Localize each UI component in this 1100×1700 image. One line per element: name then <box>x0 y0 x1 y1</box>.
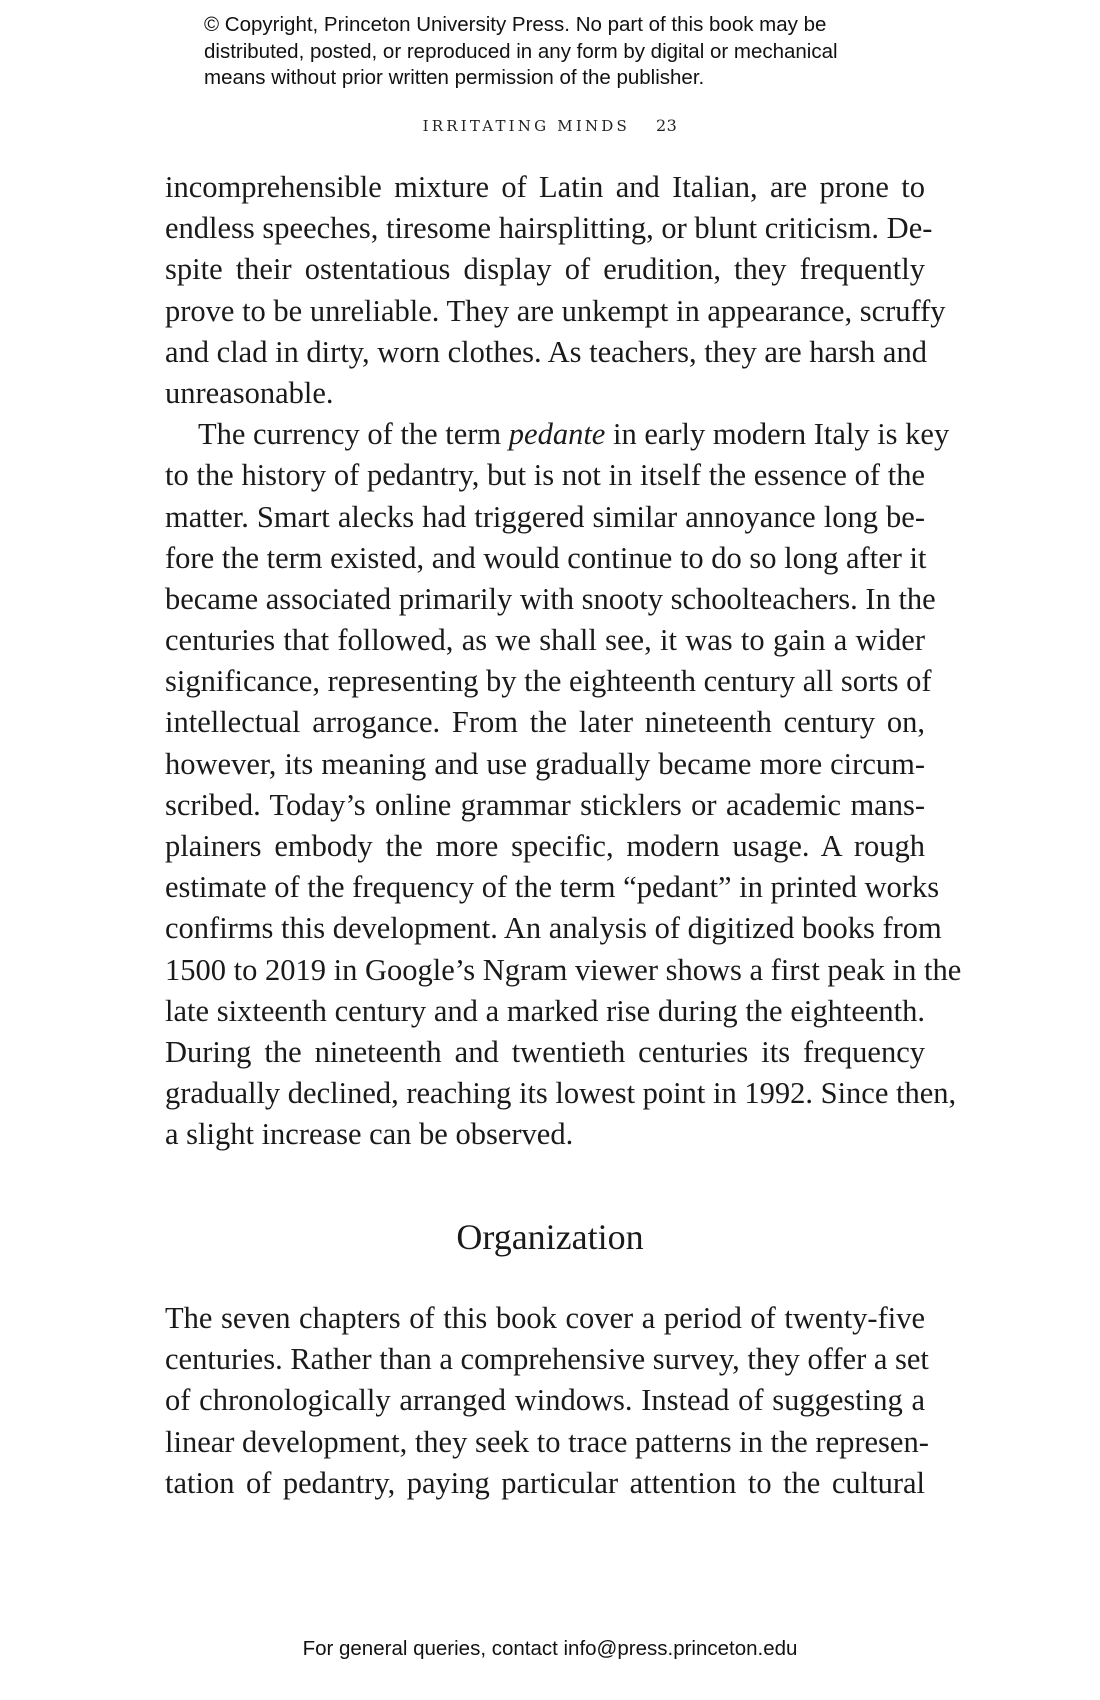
text-line: significance, representing by the eighteenth century all sorts of <box>165 664 932 699</box>
text-line: During the nineteenth and twentieth centuries its frequency <box>165 1034 925 1069</box>
italic-term: pedante <box>508 417 606 452</box>
text-line: to the history of pedantry, but is not in itself the essence of the <box>165 458 925 493</box>
text-line: tation of pedantry, paying particular attention to the cultural <box>165 1465 925 1500</box>
copyright-line: distributed, posted, or reproduced in any form by digital or mechanical <box>204 39 838 63</box>
text-line: a slight increase can be observed. <box>165 1117 574 1152</box>
text-line: prove to be unreliable. They are unkempt in appearance, scruffy <box>165 293 946 328</box>
text-line: and clad in dirty, worn clothes. As teachers, they are harsh and <box>165 334 927 369</box>
text-line: gradually declined, reaching its lowest point in 1992. Since then, <box>165 1076 957 1111</box>
text-line: fore the term existed, and would continue to do so long after it <box>165 540 927 575</box>
text-line: plainers embody the more specific, modern usage. A rough <box>165 829 925 863</box>
copyright-notice <box>204 12 924 92</box>
text-line: became associated primarily with snooty schoolteachers. In the <box>165 581 936 616</box>
text-line: spite their ostentatious display of erudition, they frequently <box>165 252 925 287</box>
body-text <box>165 167 962 1156</box>
text-line: scribed. Today’s online grammar sticklers or academic mans- <box>165 787 925 822</box>
footer-contact: For general queries, contact info@press.princeton.edu <box>302 1637 798 1660</box>
paragraph-first-line <box>165 414 950 455</box>
copyright-line: means without prior written permission of the publisher. <box>204 66 705 89</box>
text-line: estimate of the frequency of the term “pedant” in printed works <box>165 870 940 905</box>
text-line: however, its meaning and use gradually became more circum- <box>165 746 925 781</box>
text-line: late sixteenth century and a marked rise during the eighteenth. <box>165 993 925 1028</box>
text-line: intellectual arrogance. From the later nineteenth century on, <box>165 705 925 740</box>
text-line: The seven chapters of this book cover a period of twenty-five <box>165 1301 925 1335</box>
section-text <box>165 1298 929 1504</box>
text-line: endless speeches, tiresome hairsplitting, or blunt criticism. De- <box>165 211 933 246</box>
text-line: incomprehensible mixture of Latin and Italian, are prone to <box>165 170 925 204</box>
text-run: The currency of the term <box>198 417 509 452</box>
section-heading: Organization <box>456 1217 644 1257</box>
text-line: linear development, they seek to trace patterns in the represen- <box>165 1424 929 1459</box>
text-line: 1500 to 2019 in Google’s Ngram viewer shows a first peak in the <box>165 952 962 987</box>
text-line: of chronologically arranged windows. Instead of suggesting a <box>165 1383 925 1418</box>
copyright-line: © Copyright, Princeton University Press. No part of this book may be <box>204 13 827 36</box>
text-run: in early modern Italy is key <box>605 417 950 452</box>
page-number: 23 <box>656 116 678 135</box>
text-line: centuries. Rather than a comprehensive survey, they offer a set <box>165 1342 929 1377</box>
running-head <box>0 116 1100 135</box>
text-line: matter. Smart alecks had triggered similar annoyance long be- <box>165 499 925 534</box>
text-line: centuries that followed, as we shall see, it was to gain a wider <box>165 623 925 658</box>
running-head-title: IRRITATING MINDS <box>422 117 630 135</box>
text-line: unreasonable. <box>165 375 334 410</box>
text-line: confirms this development. An analysis of digitized books from <box>165 911 942 946</box>
